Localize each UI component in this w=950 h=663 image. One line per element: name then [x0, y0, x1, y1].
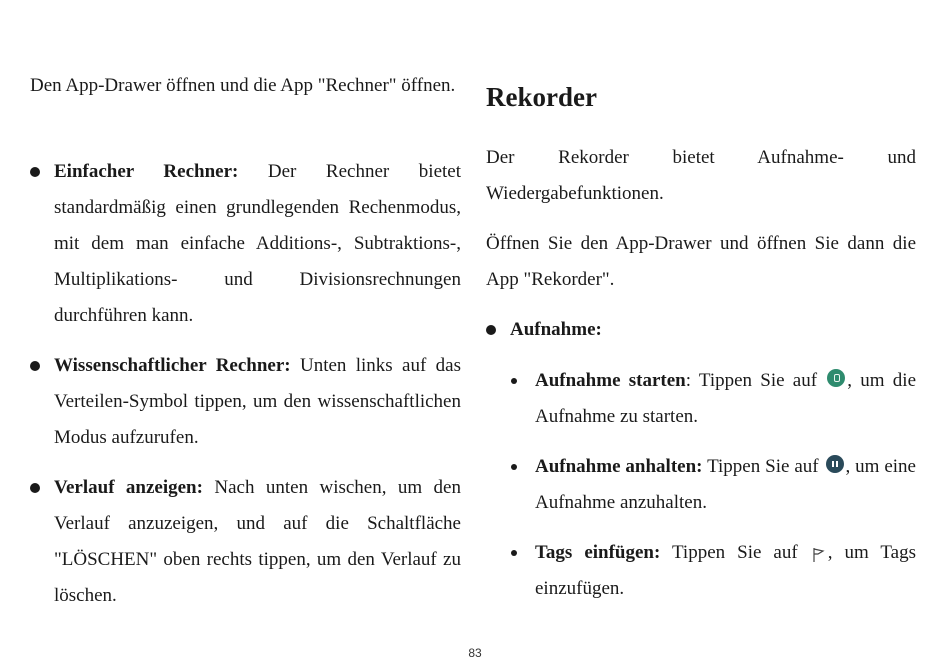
instruction-paragraph: Öffnen Sie den App-Drawer und öffnen Sie dann die App "Rekorder".	[486, 233, 916, 290]
item-title: Wissenschaftlicher Rechner:	[54, 355, 291, 376]
list-item: Aufnahme starten: Tippen Sie auf , um die Aufnahme zu starten.	[511, 363, 916, 435]
item-title: Einfacher Rechner:	[54, 161, 239, 182]
list-item	[486, 312, 916, 348]
item-title: Tags einfügen:	[535, 542, 661, 563]
pause-icon	[826, 455, 844, 473]
intro-paragraph: Der Rekorder bietet Aufnahme- und Wiedergabefunktionen.	[486, 147, 916, 204]
item-title: Aufnahme starten	[535, 370, 686, 391]
bullet-dot	[30, 167, 40, 177]
item-title: Verlauf anzeigen:	[54, 477, 203, 498]
flag-icon	[810, 541, 828, 559]
bullet-dot	[30, 483, 40, 493]
list-item: Aufnahme anhalten: Tippen Sie auf , um eine Aufnahme anzuhalten.	[511, 449, 916, 521]
subsection-title: Aufnahme:	[510, 319, 602, 340]
list-item	[30, 348, 461, 458]
item-title: Aufnahme anhalten:	[535, 456, 703, 477]
intro-paragraph: Den App-Drawer öffnen und die App "Rechner" öffnen.	[30, 75, 456, 96]
item-text: Der Rechner bietet standardmäßig einen grundlegenden Rechenmodus, mit dem man einfache Additions-, Subtraktions-, Multiplikations- und Divisionsrechnungen durchführen kann.	[54, 161, 461, 326]
item-text: Nach unten wischen, um den Verlauf anzuzeigen, und auf die Schaltfläche "LÖSCHEN" oben rechts tippen, um den Verlauf zu löschen.	[54, 477, 461, 606]
bullet-dot	[511, 550, 517, 556]
bullet-dot	[30, 361, 40, 371]
item-text: Unten links auf das Verteilen-Symbol tippen, um den wissenschaftlichen Modus aufzurufen.	[54, 355, 461, 448]
list-item	[30, 470, 461, 615]
list-item: Tags einfügen: Tippen Sie auf , um Tags einzufügen.	[511, 535, 916, 607]
list-item	[30, 154, 461, 334]
section-heading: Rekorder	[486, 82, 597, 112]
bullet-dot	[511, 378, 517, 384]
page-number: 83	[468, 646, 482, 660]
bullet-dot	[511, 464, 517, 470]
record-icon	[827, 369, 845, 387]
bullet-dot	[486, 325, 496, 335]
